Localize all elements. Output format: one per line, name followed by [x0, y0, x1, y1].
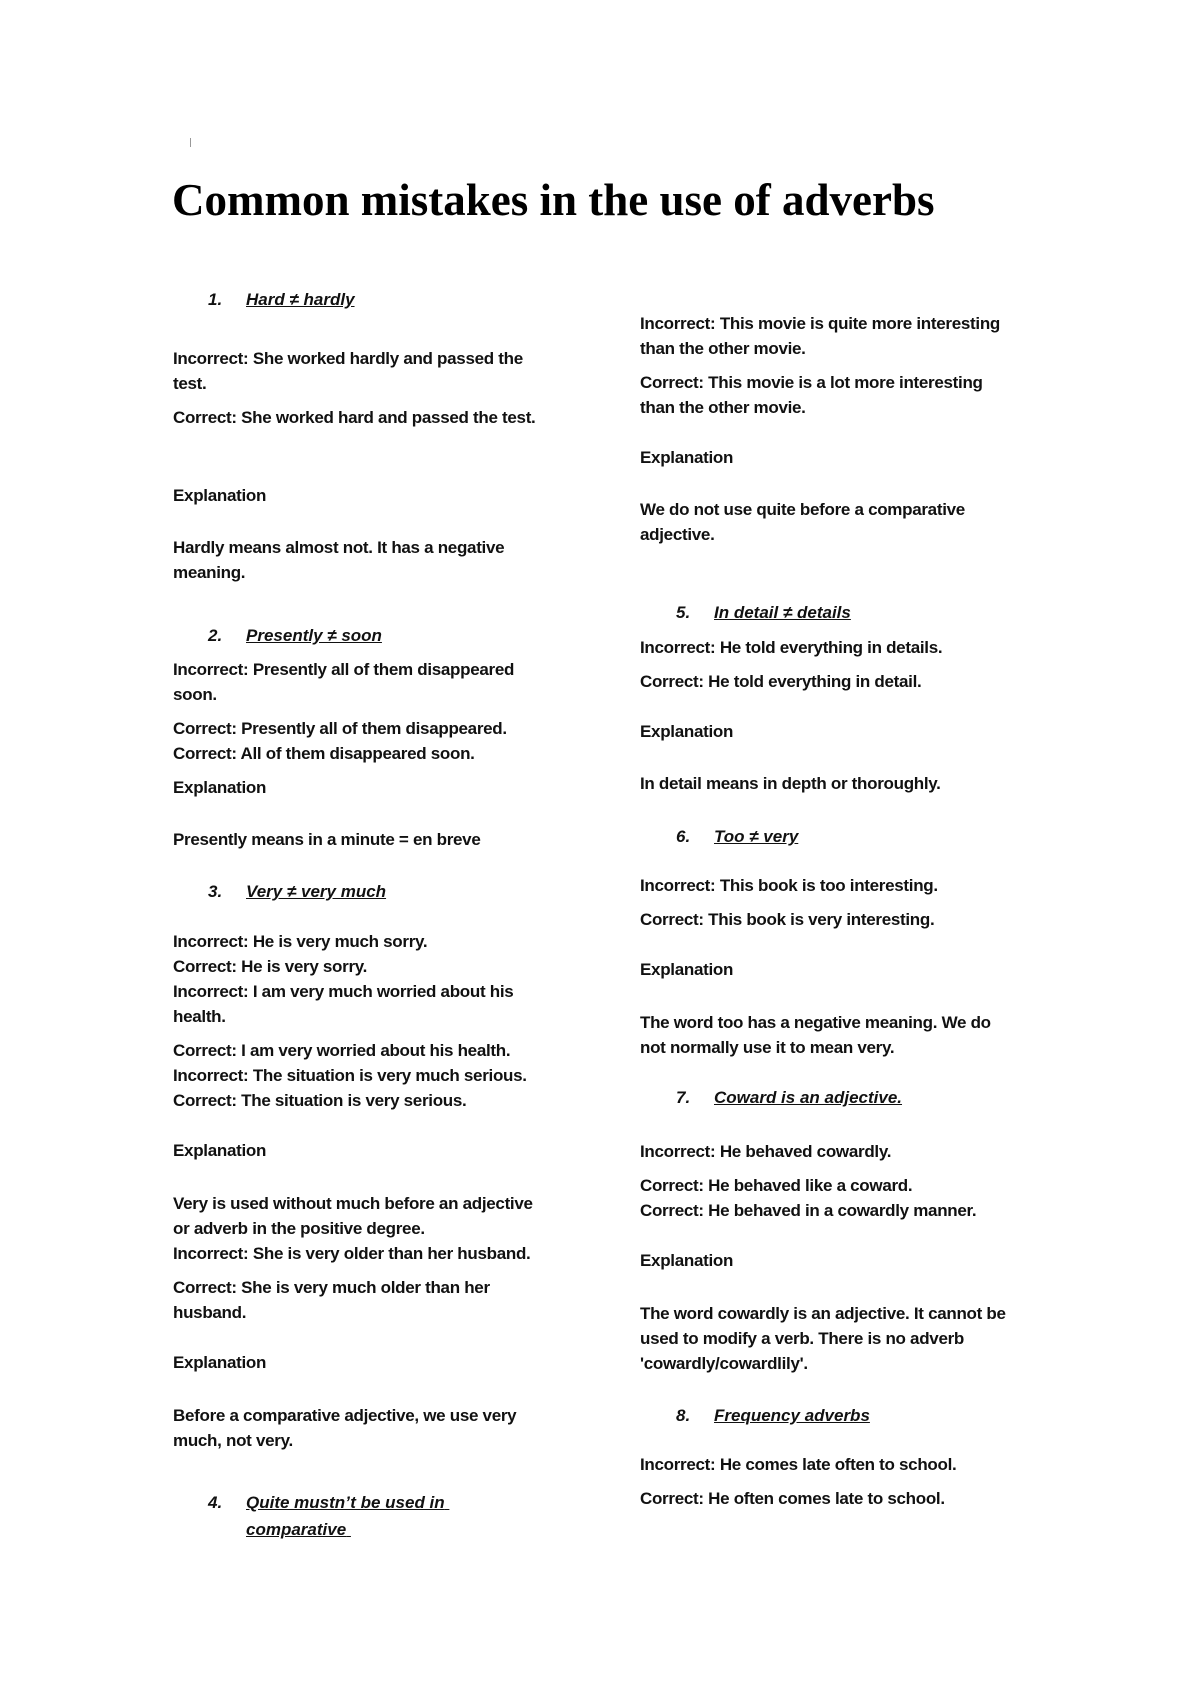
body-line: Incorrect: He comes late often to school. [640, 1455, 957, 1474]
body-line: Incorrect: The situation is very much serious. [173, 1066, 527, 1085]
section-heading-4: 4. Quite mustn’t be used in [208, 1493, 445, 1512]
explanation-label: Explanation [173, 778, 267, 797]
body-line: Incorrect: I am very much worried about his [173, 982, 514, 1001]
body-line: Incorrect: He is very much sorry. [173, 932, 428, 951]
section-heading-2: 2. Presently ≠ soon [208, 626, 382, 645]
body-line: Correct: He behaved in a cowardly manner. [640, 1201, 977, 1220]
body-line: Incorrect: This book is too interesting. [640, 876, 938, 895]
body-line: soon. [173, 685, 217, 704]
body-line: Correct: He told everything in detail. [640, 672, 922, 691]
body-line: Correct: Presently all of them disappeared. [173, 719, 507, 738]
body-line: The word too has a negative meaning. We do [640, 1013, 991, 1032]
body-line: test. [173, 374, 207, 393]
body-line: Correct: All of them disappeared soon. [173, 744, 475, 763]
body-line: Incorrect: He behaved cowardly. [640, 1142, 892, 1161]
section-heading-1: 1. Hard ≠ hardly [208, 290, 355, 309]
body-line: Correct: He often comes late to school. [640, 1489, 945, 1508]
explanation-label: Explanation [173, 1353, 267, 1372]
explanation-label: Explanation [640, 960, 734, 979]
page-margin-mark [190, 138, 191, 147]
explanation-label: Explanation [173, 486, 267, 505]
body-line: meaning. [173, 563, 246, 582]
body-line: used to modify a verb. There is no adverb [640, 1329, 965, 1348]
section-heading-7: 7. Coward is an adjective. [676, 1088, 903, 1107]
explanation-label: Explanation [173, 1141, 267, 1160]
section-heading-3: 3. Very ≠ very much [208, 882, 387, 901]
body-line: Incorrect: This movie is quite more interesting [640, 314, 1000, 333]
document-title: Common mistakes in the use of adverbs [172, 175, 935, 225]
explanation-label: Explanation [640, 722, 734, 741]
body-line: health. [173, 1007, 226, 1026]
body-line: much, not very. [173, 1431, 293, 1450]
body-line: Presently means in a minute = en breve [173, 830, 481, 849]
section-heading-4-continued: comparative [246, 1520, 347, 1539]
body-line: Incorrect: She worked hardly and passed the [173, 349, 523, 368]
body-line: than the other movie. [640, 398, 806, 417]
body-line: Incorrect: Presently all of them disappeared [173, 660, 515, 679]
body-line: not normally use it to mean very. [640, 1038, 895, 1057]
body-line: Correct: I am very worried about his health. [173, 1041, 511, 1060]
body-line: Very is used without much before an adjective [173, 1194, 533, 1213]
body-line: Correct: He behaved like a coward. [640, 1176, 913, 1195]
body-line: The word cowardly is an adjective. It cannot be [640, 1304, 1006, 1323]
explanation-label: Explanation [640, 448, 734, 467]
body-line: Correct: This movie is a lot more interesting [640, 373, 983, 392]
body-line: husband. [173, 1303, 247, 1322]
body-line: In detail means in depth or thoroughly. [640, 774, 941, 793]
body-line: Hardly means almost not. It has a negative [173, 538, 505, 557]
body-line: We do not use quite before a comparative [640, 500, 965, 519]
body-line: Correct: The situation is very serious. [173, 1091, 467, 1110]
explanation-label: Explanation [640, 1251, 734, 1270]
body-line: 'cowardly/cowardlily'. [640, 1354, 808, 1373]
section-heading-8: 8. Frequency adverbs [676, 1406, 870, 1425]
body-line: Before a comparative adjective, we use very [173, 1406, 517, 1425]
section-heading-6: 6. Too ≠ very [676, 827, 799, 846]
body-line: Correct: This book is very interesting. [640, 910, 935, 929]
body-line: Incorrect: He told everything in details. [640, 638, 943, 657]
body-line: Correct: He is very sorry. [173, 957, 368, 976]
body-line: Correct: She worked hard and passed the test. [173, 408, 536, 427]
section-heading-5: 5. In detail ≠ details [676, 603, 851, 622]
body-line: than the other movie. [640, 339, 806, 358]
body-line: Incorrect: She is very older than her husband. [173, 1244, 531, 1263]
body-line: Correct: She is very much older than her [173, 1278, 490, 1297]
body-line: or adverb in the positive degree. [173, 1219, 425, 1238]
body-line: adjective. [640, 525, 715, 544]
